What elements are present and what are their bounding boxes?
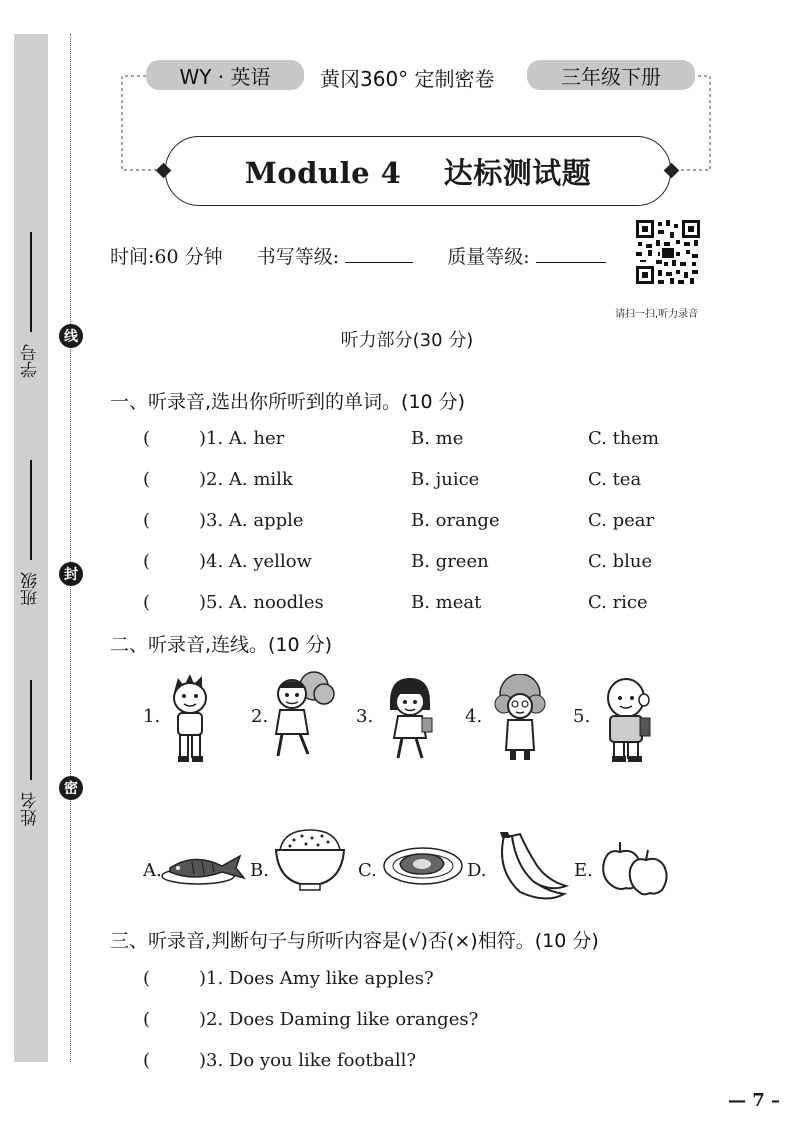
food-letter: C.	[358, 860, 377, 881]
writing-grade-blank[interactable]	[345, 261, 413, 263]
cut-line	[70, 34, 71, 1062]
person-number: 2.	[251, 706, 269, 727]
answer-paren[interactable]: (	[143, 1009, 151, 1030]
class-label: 班级	[21, 572, 41, 606]
option-c: C. rice	[588, 592, 648, 613]
page-title-text: Module 4 达标测试题	[244, 155, 592, 190]
name-field	[14, 680, 48, 840]
exam-info	[110, 242, 606, 269]
option-a: )4. A. yellow	[199, 551, 312, 572]
student-id-line	[30, 232, 32, 332]
answer-paren[interactable]: (	[143, 510, 151, 531]
class-field	[14, 460, 48, 620]
quality-grade-label: 质量等级:	[447, 246, 530, 268]
judge-sentence: )1. Does Amy like apples?	[199, 968, 434, 989]
student-id-label: 学号	[21, 344, 41, 378]
judge-sentence: )3. Do you like football?	[199, 1050, 417, 1071]
section3-title: 三、听录音,判断句子与所听内容是(√)否(×)相符。(10 分)	[110, 930, 599, 952]
option-a: )3. A. apple	[199, 510, 304, 531]
answer-paren[interactable]: (	[143, 968, 151, 989]
girl-curly-figure-icon[interactable]	[268, 668, 340, 764]
seal-seal-mark: 封	[59, 562, 83, 586]
food-letter: A.	[143, 860, 162, 881]
apples-icon[interactable]	[598, 838, 672, 896]
person-number: 5.	[573, 706, 591, 727]
option-b: B. green	[411, 551, 489, 572]
question-row	[143, 592, 703, 633]
bald-boy-figure-icon[interactable]	[598, 674, 656, 764]
listening-header-text: 听力部分(30 分)	[340, 330, 474, 351]
judge-row	[143, 968, 703, 1009]
food-letter: B.	[250, 860, 269, 881]
answer-paren[interactable]: (	[143, 592, 151, 613]
boy-figure-icon[interactable]	[162, 670, 218, 766]
question-row	[143, 510, 703, 551]
option-b: B. me	[411, 428, 464, 449]
question-row	[143, 428, 703, 469]
judge-row	[143, 1050, 703, 1091]
option-c: C. tea	[588, 469, 642, 490]
qr-code-icon	[636, 220, 700, 284]
food-letter: D.	[467, 860, 487, 881]
time-text: 时间:60 分钟	[110, 246, 223, 268]
banana-icon[interactable]	[490, 830, 570, 900]
quality-grade-blank[interactable]	[536, 261, 606, 263]
option-c: C. them	[588, 428, 660, 449]
option-b: B. juice	[411, 469, 480, 490]
listening-header	[0, 326, 794, 352]
judge-row	[143, 1009, 703, 1050]
subject-tag: WY · 英语	[146, 60, 304, 90]
option-a: )2. A. milk	[199, 469, 293, 490]
person-number: 4.	[465, 706, 483, 727]
fish-icon[interactable]	[160, 846, 246, 888]
seal-line-mark: 线	[59, 324, 83, 348]
section3-rows	[143, 968, 703, 1091]
section1-title: 一、听录音,选出你所听到的单词。(10 分)	[110, 391, 466, 413]
grade-tag: 三年级下册	[527, 60, 695, 90]
answer-paren[interactable]: (	[143, 469, 151, 490]
class-line	[30, 460, 32, 560]
name-line	[30, 680, 32, 780]
option-b: B. orange	[411, 510, 500, 531]
qr-caption: 请扫一扫,听力录音	[615, 309, 699, 320]
meat-plate-icon[interactable]	[382, 842, 464, 886]
option-a: )5. A. noodles	[199, 592, 324, 613]
question-row	[143, 551, 703, 592]
option-c: C. pear	[588, 510, 655, 531]
person-number: 3.	[356, 706, 374, 727]
seal-secret-mark: 密	[59, 776, 83, 800]
answer-paren[interactable]: (	[143, 1050, 151, 1071]
answer-paren[interactable]: (	[143, 551, 151, 572]
page-number: — 7 –	[728, 1090, 781, 1111]
name-label: 姓名	[21, 792, 41, 826]
answer-paren[interactable]: (	[143, 428, 151, 449]
writing-grade-label: 书写等级:	[256, 246, 340, 268]
header-center: 黄冈360° 定制密卷	[320, 67, 495, 91]
option-b: B. meat	[411, 592, 482, 613]
food-letter: E.	[574, 860, 593, 881]
section2-title: 二、听录音,连线。(10 分)	[110, 634, 333, 656]
judge-sentence: )2. Does Daming like oranges?	[199, 1009, 479, 1030]
page-title	[165, 136, 671, 206]
student-id-field	[14, 232, 48, 392]
option-c: C. blue	[588, 551, 653, 572]
option-a: )1. A. her	[199, 428, 285, 449]
question-row	[143, 469, 703, 510]
woman-curly-figure-icon[interactable]	[488, 674, 552, 764]
rice-bowl-icon[interactable]	[272, 828, 348, 894]
person-number: 1.	[143, 706, 161, 727]
section1-rows	[143, 428, 703, 633]
girl-bob-figure-icon[interactable]	[382, 674, 438, 764]
